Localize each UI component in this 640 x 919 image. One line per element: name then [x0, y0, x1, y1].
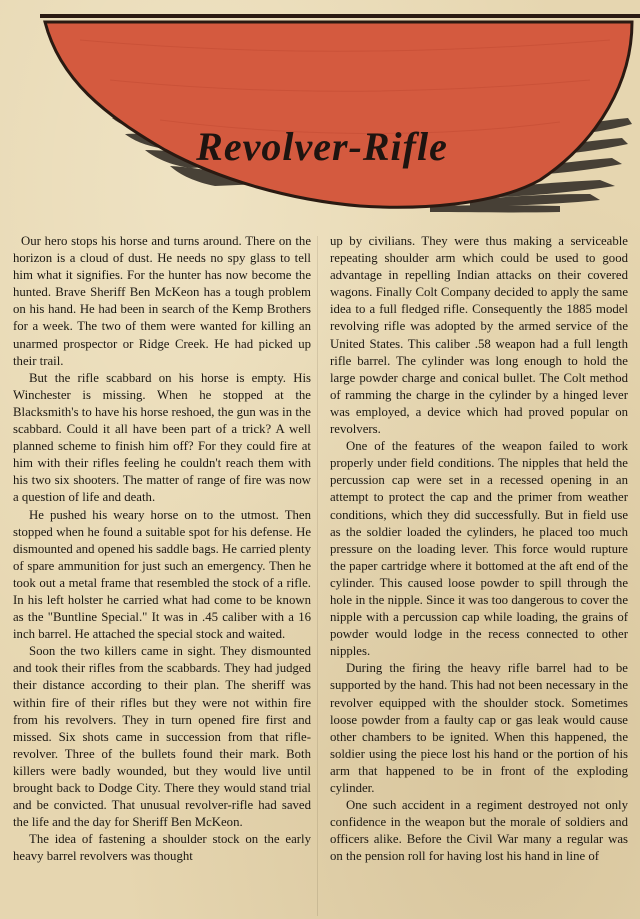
- paragraph: One of the features of the weapon failed to work properly under field conditions. The nipples that held the percussion cap were set in a recessed opening in an attempt to protect the cap and the primer from weather conditions, which they did successfully. But in field use as the soldier loaded the cylinders, he placed too much pressure on the loading lever. This force would rupture the paper cartridge where it bottomed at the aft end of the cylinder. This caused loose powder to spill through the hole in the nipple. Since it was too dangerous to cover the nipple with a percussion cap while loading, the grains of powder would lodge in the recess connected to other nipples.: [330, 439, 628, 659]
- red-bowl-shape: [45, 22, 632, 207]
- paragraph: up by civilians. They were thus making a serviceable repeating shoulder arm which could be used to good advantage in repelling Indian attacks on their covered wagons. Finally Colt Company decided to apply the same idea to a full fledged rifle. Consequently the 1885 model revolving rifle was adopted by the armed service of the United States. This caliber .58 weapon had a full length rifle barrel. The cylinder was long enough to hold the large powder charge and conical bullet. The Colt method of ramming the charge in the cylinder by a hinged lever was employed, a device which had proved popular on revolvers.: [330, 234, 628, 437]
- top-border-line: [40, 14, 640, 18]
- article-right-column: [330, 233, 628, 865]
- article-title: Revolver-Rifle: [196, 124, 448, 169]
- paragraph: But the rifle scabbard on his horse is empty. His Winchester is missing. When he stopped at the Blacksmith's to have his horse reshoed, the gun was in the scabbard. Could it all have been part of a trick? A well planned scheme to finish him off? For they could fire at him with their rifles feeling he couldn't reach them with his two six shooters. The matter of range of fire was now a question of life and death.: [13, 370, 311, 505]
- title-banner: [0, 0, 640, 220]
- paragraph: During the firing the heavy rifle barrel had to be supported by the hand. This had not been necessary in the revolver equipped with the shoulder stock. Sometimes loose powder from a faulty cap or gas leak would cause other chambers to be ignited. When this happened, the soldier using the piece lost his hand or the portion of his arm that happened to be in front of the exploding cylinder.: [330, 661, 628, 795]
- paragraph: The idea of fastening a shoulder stock on the early heavy barrel revolvers was thought: [13, 832, 311, 864]
- paragraph: Our hero stops his horse and turns around. There on the horizon is a cloud of dust. He needs no spy glass to tell him what it signifies. For the hunter has now become the hunted. Brave Sheriff Ben McKeon has a tough problem on his hand. He had been in search of the Kemp Brothers for a week. The two of them were wanted for killing an unarmed prospector or Ridge Creek. He had picked up their trail.: [13, 234, 311, 368]
- paragraph: Soon the two killers came in sight. They dismounted and took their rifles from the scabbards. They had judged their distance according to their plan. The sheriff was within fire of their rifles but they were not within fire from his revolvers. They in turn opened fire first and missed. Six shots came in succession from that rifle-revolver. Three of the bullets found their mark. Both killers were badly wounded, but they would live until brought back to Dodge City. There they would stand trial and be convicted. That unusual revolver-rifle had saved the life and the day for Sheriff Ben McKeon.: [13, 644, 311, 830]
- column-divider: [317, 236, 318, 916]
- paragraph: He pushed his weary horse on to the utmost. Then stopped when he found a suitable spot for his defense. He dismounted and opened his saddle bags. He carried plenty of spare ammunition for just such an emergency. Then he took out a metal frame that resembled the stock of a rifle. In his left holster he carried what had come to be known as the "Buntline Special." It was in .45 caliber with a 16 inch barrel. He attached the special stock and waited.: [13, 507, 311, 642]
- article-left-column: [13, 233, 311, 865]
- paragraph: One such accident in a regiment destroyed not only confidence in the weapon but the morale of soldiers and officers alike. Before the Civil War many a regular was on the pension roll for having lost his hand in line of: [330, 798, 628, 864]
